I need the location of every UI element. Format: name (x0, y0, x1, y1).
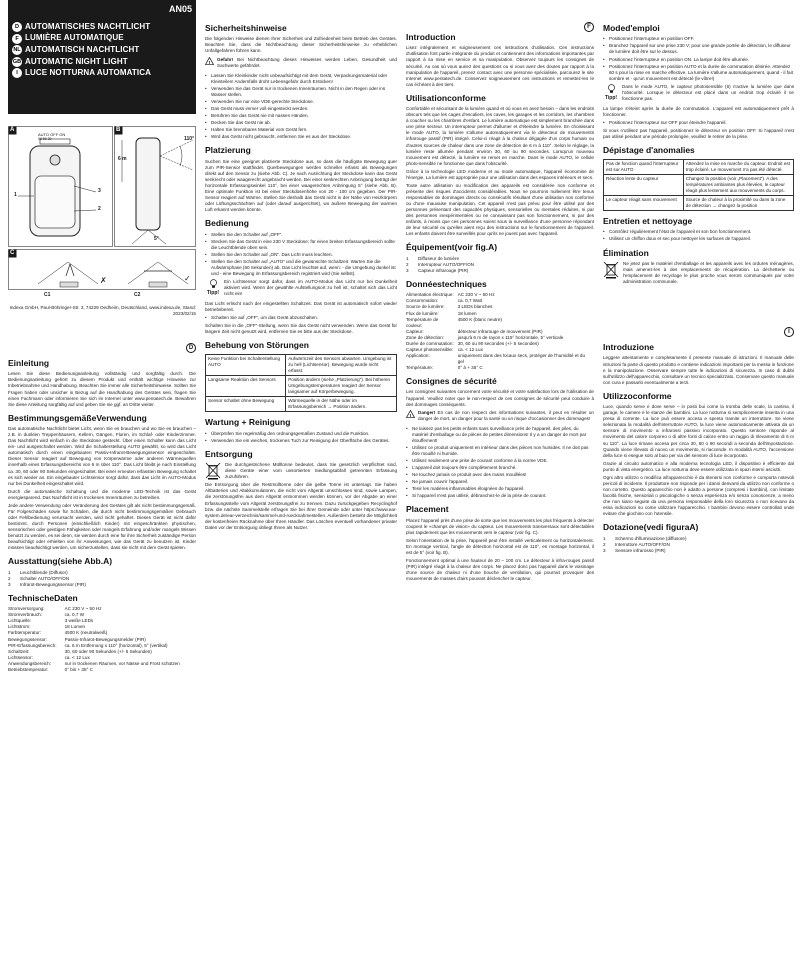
fr-securite-text: Les consignes suivantes concernent votre sécurité et votre satisfaction lors de l'utilisation de l'appareil. Veuillez noter que le non-respect de ces consignes de sécurité peut conduire à des dommages conséquents. (406, 389, 594, 407)
table-row: Keine Funktion bei Schalterstellung AUTO Aufwärmzeit des Sensors abwarten. Umgebung ist zu hell (Lichtsensor). Bewegung wurde nicht erfasst. (206, 354, 397, 375)
list-item: • Positionnez l'interrupteur en position AUTO et la durée de commutation désirée. Attendez 60 s pour la mise en marche effective. La lumière s'allume automatiquement, quand - il fait sombre et - qu'un mouvement est détecté (le vôtre!) (603, 64, 794, 82)
spec-row: Capteur photosensible: ca. < 12 Lux (406, 346, 483, 352)
de-platzierung-heading: Platzierung (205, 145, 251, 156)
list-item: • Berühren Sie das Gerät nie mit nassen Händen. (205, 113, 397, 119)
de-gefahr-box (205, 57, 397, 71)
switch-code: 96 50 30 (38, 137, 52, 141)
spec-row: Stromverbrauch: ca. 0,7 W (8, 612, 85, 618)
list-item: • Tenir les matières inflammables éloignées de l'appareil. (406, 486, 594, 492)
list-item: • L'appareil doit toujours être complètement branché. (406, 465, 594, 471)
title-row-gb (12, 57, 192, 68)
list-item: • Si l'appareil n'est pas utilisé, débranchez-le de la prise de courant. (406, 493, 594, 499)
column-4 (603, 0, 794, 957)
device-figure (8, 126, 196, 301)
fr-danger-text: En cas de non respect des informations suivantes, il peut en résulter un danger de mort, un danger pour la santé ou un risque d'occasionner des dommages! (418, 409, 594, 421)
column-3 (406, 0, 594, 957)
list-item: • Das Gerät muss immer voll eingesteckt werden. (205, 106, 397, 112)
list-item: 1 Leuchtblende (Diffusor) (8, 569, 68, 575)
list-item: • Ne laissez pas les petits enfants sans surveillance près de l'appareil, des piles, du matériel d'emballage ou de pièces de petites dimensions! Il y a un danger de mort par étouffement! (406, 426, 594, 444)
switch-label: AUTO OFF ON (38, 132, 66, 137)
de-gefahr-text: Bei Nichtbeachtung dieses Hinweises werden Leben, Gesundheit und Sachwerte gefährdet. (217, 56, 397, 68)
fig-label-a: A (10, 127, 15, 133)
fr-placement-text-3: Fonctionnement optimal à une hauteur de 20 – 100 cm. Le détecteur à infra-rouges passif (PIR) intégré réagit à la chaleur des corps. Ne placez donc pas l'appareil dans le voisinage d'une source de chaleur ni d'une bouche de ventilation, qui pourrait provoquer des mouvements de masses d'airs pouvant déclencher le capteur. (406, 558, 594, 582)
list-item: • Verwenden Sie das Gerät nur in trockenen Innenräumen. Nicht in den Regen oder ins Wasser stellen. (205, 86, 397, 98)
title-text: AUTOMATIC NIGHT LIGHT (25, 56, 128, 66)
spec-row: Durée de commutation: 30, 60 ou 90 secondes (+/- 5 secondes) (406, 340, 539, 346)
list-item: 1 Diffuseur de lumière (406, 255, 460, 261)
part-3: 3 (98, 188, 101, 194)
fr-placement-text-1: Placez l'appareil près d'une prise de sorte que les mouvements les plus fréquents à détecter coupent le «champs de vision» du capteur. Les mouvements transversaux sont détectables plus rapidement que les mouvements vers le capteur (voir fig. C). (406, 517, 594, 535)
device-side-view (136, 138, 160, 230)
de-stoerungen-heading: Behebung von Störungen (205, 340, 309, 351)
title-text: LUMIÈRE AUTOMATIQUE (25, 33, 124, 43)
de-bedienung-heading: Bedienung (205, 218, 249, 229)
fr-securite-list (406, 426, 594, 500)
fr-spec-table (406, 292, 594, 371)
fr-placement-heading: Placement (406, 504, 449, 515)
lang-badge: F (12, 34, 22, 44)
list-item: • Stecken Sie das Gerät in eine 230 V Steckdose; für einen breiten Erfassungsbereich sollte die Leuchtblende oben sein. (205, 239, 397, 251)
table-row: Le capteur réagit sans mouvement Source de chaleur à la proximité ou dans la zone de détection → changez la position (604, 195, 794, 210)
angle-110: 110° (184, 136, 195, 142)
column-2 (205, 0, 397, 957)
de-einleitung-heading: Einleitung (8, 358, 50, 368)
de-bedienung-list (205, 232, 397, 277)
de-bestimmung-heading: BestimmungsgemäßeVerwendung (8, 412, 147, 423)
lang-badge: I (12, 68, 22, 78)
title-row-nl (12, 45, 192, 56)
fr-mode-list (603, 36, 794, 81)
fig-label-b: B (116, 127, 121, 133)
list-item: 2 Schalter AUTO/OFF/ON (8, 575, 70, 581)
de-entsorgung-text-1: Die durchgestrichene Mülltonne bedeutet, dass Sie gesetzlich verpflichtet sind, diese Geräte einer vom unsortierten Siedlungsabfall getrennten Erfassung zuzuführen. (225, 462, 397, 480)
list-item: • Utilisez un chiffon doux et sec pour nettoyer les surfaces de l'appareil. (603, 236, 794, 242)
sensor-eye (50, 155, 60, 165)
fr-equipement-list (406, 256, 594, 274)
list-item: • Branchez l'appareil sur une prise 230 V; pour une grande portée de détection, le diffuseur de lumière doit être sur le dessus. (603, 43, 794, 55)
check-mark-icon: ✓ (184, 274, 191, 283)
fr-elimination-heading: Élimination (603, 247, 649, 258)
de-bestimmung-text-3: Jede andere Verwendung oder Veränderung des Gerätes gilt als nicht bestimmungsgemäß. Für Folgeschäden sowie für Schäden, die durch nicht bestimmungsgemäßen Gebrauch oder Fehlbedienung verursacht werden, wird nicht gehaftet. Dieses Gerät ist nicht dafür bestimmt, durch Personen (einschließlich Kinder) mit eingeschränkten physischen, sensorischen oder geistigen Fähigkeiten oder mangels Erfahrung und/oder mangels Wissen benutzt zu werden, es sei denn, sie werden durch eine für ihre Sicherheit zuständige Person beaufsichtigt oder erhielten von ihr Anweisungen, wie das Gerät zu benutzen ist. Kinder müssen beaufsichtigt werden, um sicherzustellen, dass sie nicht mit dem Gerät spielen. (8, 502, 196, 551)
fr-elimination-text: Ne jetez pas le matériel d'emballage et les appareils avec les ordures ménagères, mais amenez-les à des emplacements de récupération. La déchetterie ou l'emplacement de recyclage le plus proche vous seront communiqués par votre administration communale. (623, 260, 794, 285)
list-item: • Lassen Sie Kleinkinder nicht unbeaufsichtigt mit dem Gerät, Verpackungsmaterial oder Kleinteilen! Andernfalls droht Lebensgefahr durch Ersticken! (205, 73, 397, 85)
fr-utilisation-text-2: Grâce à la technologie LED moderne et au mode automatique, l'appareil économise de l'énergie. La lumière est appropriée pour une utilisation dans des espaces intérieurs et secs. (406, 168, 594, 180)
fr-tipp-box (603, 84, 794, 104)
it-badge-row (603, 327, 794, 337)
warning-triangle-icon (406, 410, 415, 418)
fr-troubleshoot-table (603, 159, 794, 211)
fr-utilisation-text-1: Confortable et sécurisant de la lumière quand et où vous en avez besoin – dans les endroits obscurs tels que les cages d'escaliers, les caves, les garages et les corridors, les chambres à coucher ou les chambres d'enfant. Le lumière automatique est simplement branchée dans une prise secteur. Un interrupteur permet d'allumer et d'éteindre la lumière. En choisissant le mode AUTO, la lumière s'allume automatiquement via le détecteur de mouvements infrarouge passif (PIR) intégré. Celui-ci réagit à la chaleur dégagée d'un corps humain ou d'autres sources de chaleur dans une zone de détection de 6 m à 110°. Selon le réglage, la lumière reste allumée pendant environ 30, 60 ou 90 secondes. Lorsqu'un nouveau mouvement est détecté, la lumière se remet en marche. Dans le mode AUTO, le cellule photo-sensible ne fonctionne que dans l'obscurité. (406, 106, 594, 166)
fr-intro-heading: Introduction (406, 32, 456, 42)
fr-tipp-text: Dans le mode AUTO, le capteur photosensible (6) n'active la lumière que dans l'obscurité. Lorsque le détecteur est placé dans un endroit trop éclairé il ne fonctionne pas. (622, 83, 794, 101)
device-diffuser (35, 176, 75, 228)
spec-row: Capteur: détecteur infrarouge de mouvement (PIR) (406, 328, 543, 334)
tipp-marker: Tipp! (603, 84, 619, 104)
part-2: 2 (98, 206, 101, 212)
fr-donnees-heading: Donnéestechniques (406, 278, 487, 289)
fr-equipement-heading: Équipement(voir fig.A) (406, 242, 498, 253)
de-tipp-box (205, 279, 397, 299)
list-item: 3 Infrarot-Bewegungssensor (PIR) (8, 581, 86, 587)
fr-danger-box (406, 410, 594, 424)
list-item: 3 Capteur infrarouge (PIR) (406, 267, 469, 273)
de-tipp-text: Ein Lichtsensor sorgt dafür, dass im AUTO-Modus das Licht nur bei Dunkelheit aktiviert wird. Wenn der gewählte Aufstellungsort zu hell ist, schaltet sich das Licht nicht ein! (224, 278, 397, 297)
spec-row: Lichtquelle: 3 weiße LEDs (8, 618, 94, 624)
de-technische-heading: TechnischeDaten (8, 592, 78, 603)
list-item: • Ne jamais couvrir l'appareil. (406, 479, 594, 485)
list-item: • Verwenden Sie nur eine VDE-gerechte Steckdose. (205, 99, 397, 105)
list-item: • Positionnez l'interrupteur sur OFF pour éteindre l'appareil. (603, 120, 794, 126)
product-code: AN05 (168, 4, 192, 14)
table-row: Langsame Reaktion des Sensors Position ändern (siehe „Platzierung“). Bei höheren Umgebungstemperaturen reagiert der Sensor langsamer auf Körperbewegung. (206, 376, 397, 397)
spec-row: Lichtsensor: ca. < 12 Lux (8, 654, 90, 660)
list-item: • Contrôlez régulièrement l'état de l'appareil et son bon fonctionnement. (603, 229, 794, 235)
spec-row: Alimentation électrique: AC 230 V ~ 50 Hz (406, 292, 495, 298)
spec-row: Température de couleur: 4500 K (blanc neutre) (406, 316, 502, 328)
list-item: • Utilisez seulement une prise de courant conforme à la norme VDE. (406, 458, 594, 464)
de-spec-table (8, 606, 196, 673)
title-row-d (12, 22, 192, 33)
fr-mode-heading: Moded'emploi (603, 23, 660, 33)
de-entsorgung-box (205, 462, 397, 482)
lightbulb-icon (607, 84, 616, 94)
title-text: AUTOMATISCH NACHTLICHT (25, 44, 140, 54)
de-gefahr-label: Gefahr! (217, 56, 234, 62)
warning-triangle-icon (205, 57, 214, 65)
height-dimension: 6 m (118, 156, 127, 162)
spec-row: Source de lumière: 3 LEDs blanches (406, 304, 493, 310)
header-banner (8, 0, 196, 114)
de-einleitung-text: Lesen Sie diese Bedienungsanleitung vollständig und sorgfältig durch. Die Bedienungsanleitung gehört zu diesem Produkt und enthält wichtige Hinweise zur Inbetriebnahme und Handhabung. Beachten Sie immer alle Sicherheitshinweise. Sollten Sie Fragen haben oder unsicher in Bezug auf die Handhabung des Gerätes sein, fragen Sie einen Fachmann oder informieren Sie sich im Internet unter www.pentatech.de. Bewahren Sie diese Anleitung sorgfältig auf und geben Sie sie ggf. an Dritte weiter. (8, 371, 196, 407)
crossed-bin-icon (205, 462, 221, 480)
lightbulb-icon (209, 279, 218, 289)
lang-badge-f: F (584, 22, 594, 32)
fr-placement-text-2: Selon l'orientation de la prise, l'appareil peut être installé verticalement ou horizontalement. En montage vertical, l'angle de détection horizontal est de 110°, en montage horizontal, il est de 5° (voir fig. B). (406, 538, 594, 556)
lang-badge-i: I (784, 327, 794, 337)
lang-badge: D (12, 22, 22, 32)
figure-panel (8, 126, 196, 301)
title-text: AUTOMATISCHES NACHTLICHT (25, 21, 151, 31)
list-item: 3 Sensore infrarosso (PIR) (603, 547, 666, 553)
spec-row: Application: uniquement dans des locaux secs, protéger de l'humidité et du gel (406, 352, 586, 364)
list-item: 2 Interruttore AUTO/OFF/ON (603, 541, 670, 547)
de-bedienung-text-3: Schalten Sie in die „OFF“-Stellung, wenn Sie das Gerät nicht verwenden. Wenn das Gerät für längere Zeit nicht genutzt wird, entfernen Sie es bitte aus der Steckdose. (205, 323, 397, 335)
title-text: LUCE NOTTURNA AUTOMATICA (25, 68, 151, 78)
spec-row: Flux de lumière: 18 lumen (406, 310, 477, 316)
part-1: 1 (14, 192, 17, 198)
list-item: • Stellen Sie den Schalter auf „ON“. Das Licht muss leuchten. (205, 252, 397, 258)
de-sicherheit-text: Die folgenden Hinweise dienen Ihrer Sicherheit und Zufriedenheit beim Betrieb des Gerätes. Beachten Sie, dass die Nichtbeachtung dieser Sicherheitshinweise zu erheblichen Unfallgefahren führen kann. (205, 36, 397, 54)
spec-row: Température: 0° à + 35° C (406, 365, 483, 371)
list-item: 2 Interrupteur AUTO/OFF/ON (406, 261, 475, 267)
svg-text:!: ! (409, 413, 412, 418)
spec-row: Bewegungssensor: Passiv-Infrarot-Bewegungsmelder (PIR) (8, 636, 146, 642)
spec-row: Consommation: ca. 0,7 Watt (406, 298, 483, 304)
manufacturer-address: Indexa GmbH, Paul-Böhringer-Str. 3, 74229 Oedheim, Deutschland, www.indexa.de, Stand: 2023/02/15 (9, 305, 196, 317)
de-troubleshoot-table (205, 354, 397, 413)
fr-securite-heading: Consignes de sécurité (406, 376, 497, 387)
fig-label-c: C (10, 250, 15, 256)
it-utilizzo-heading: Utilizzoconforme (603, 390, 672, 401)
list-item: • Verwenden Sie ein weiches, trockenes Tuch zur Reinigung der Oberfläche des Gerätes. (205, 438, 397, 444)
it-intro-heading: Introduzione (603, 342, 654, 353)
de-ausstattung-heading: Ausstattung(siehe Abb.A) (8, 556, 113, 567)
list-item: • Wird das Gerät nicht gebraucht, entfernen Sie es aus der Steckdose. (205, 134, 397, 140)
column-1 (8, 0, 196, 957)
spec-row: Schaltzeit: 30, 60 oder 90 Sekunden (+/- 5 Sekunden) (8, 648, 152, 654)
fr-mode-text-3: Si vous n'utilisez pas l'appareil, positionnez le détecteur en position OFF. Si l'appareil n'est pas utilisé pendant une période prolongée, veuillez le retirer de la prise. (603, 128, 794, 140)
fr-mode-text-2: La lampe s'éteint après la durée de commutation. L'appareil est automatiquement prêt à fonctionner. (603, 105, 794, 118)
table-row: Pas de fonction quand l'interrupteur est sur AUTO Attendez la mise en marche du capteur. Endroit est trop éclairé. Le mouvement n'a pas été détecté. (604, 159, 794, 174)
it-dotazione-heading: Dotazione(vedi figuraA) (603, 522, 699, 533)
de-platzierung-text: Suchen Sie eine geeignet platzierte Steckdose aus, so dass die häufigste Bewegung quer zum PIR-Sensor stattfindet. Querbewegungen werden schneller erfasst als Bewegungen direkt auf den Sensor zu (siehe Abb. C). Je nach Ausrichtung der Steckdose kann das Gerät senkrecht oder waagerecht angebracht werden. Bei einer senkrechten Anbringung beträgt der horizontale Erfassungswinkel 110°, bei einer waagerechten Anbringung 5° (siehe Abb. B). Eine optimale Funktion ist bei einer Steckdosenhöhe von 20 - 100 cm gegeben. Der PIR-Sensor reagiert auf Wärme. Stellen Sie deshalb das Gerät nicht in der Nähe von Heizkörpern oder Lüftungsschächten auf (oder darauf ausgerichtet), wo äußere Bewegung der warmen Luft erkannt werden könnte. (205, 158, 397, 213)
list-item: • Ne touchez jamais ce produit avec des mains mouillées! (406, 472, 594, 478)
c1-label: C1 (44, 292, 51, 298)
de-bestimmung-text-2: Durch die automatische Schaltung und die moderne LED-Technik ist das Gerät energiesparend. Das Nachtlicht ist in trockenen Innenräumen zu betreiben. (8, 488, 196, 500)
list-item: • Stellen Sie den Schalter auf „OFF“. (205, 232, 397, 238)
spec-row: Stromversorgung: AC 230 V ~ 50 Hz (8, 606, 102, 612)
language-titles (12, 22, 192, 79)
de-wartung-list (205, 431, 397, 444)
fr-danger-label: Danger! (418, 409, 436, 415)
list-item: • Utilisez ce produit uniquement en intérieur dans des pièces non humides. Il ne doit pas être mouillé ni humide. (406, 445, 594, 457)
title-row-i (12, 68, 192, 79)
spec-row: PIR-Erfassungsbereich: ca. 6 m Entfernung x 110° (horizontal), 5° (vertikal) (8, 642, 168, 648)
crossed-bin-icon (603, 261, 619, 279)
de-bedienung-list-2 (205, 315, 397, 321)
fr-mode-list-2 (603, 120, 794, 126)
it-dotazione-list (603, 536, 794, 554)
list-item: 1 Schermo d'illuminazione (diffusore) (603, 535, 687, 541)
fr-elimination-box (603, 261, 794, 287)
tipp-marker: Tipp! (205, 279, 221, 299)
list-item: • Schalten Sie auf „OFF“, um das Gerät abzuschalten. (205, 315, 397, 321)
list-item: • Halten Sie brennbares Material vom Gerät fern. (205, 127, 397, 133)
list-item: • Positionnez l'interrupteur en position OFF. (603, 36, 794, 42)
it-utilizzo-text-1: Luce, quando serve e dove serve – in posti bui come la tromba delle scale, la cantina, il garage, le camere e le stanze dei bambini. La luce notturna si semplicemente inserita in una presa di corrente. La luce può essere accesa e spenta tramite un interruttore. Se viene selezionata la modalità dell'interruttore AUTO, la luce viene automaticamente attivata da un sensore di movimento a infrarossi passivo incorporato. Questo sensore risponde al movimento del calore corporeo o di altre fonti di calore entro un raggio di rilevamento di 6 m su 110°. La luce rimane accesa per circa 30, 60 o 90 secondi a seconda dell'impostazione. Quando viene rilevato di nuovo un movimento, si riaccende. In modalità AUTO, l'accensione della luce si esegue solo al buio per via del sensore di luce incorporato. (603, 404, 794, 458)
angle-5: 5° (154, 236, 159, 242)
de-bestimmung-text-1: Das automatische Nachtlicht bietet Licht, wenn Sie es brauchen und wo Sie es brauchen – z.B. in dunklen Treppenhäusern, Kellern, Gängen, Fluren, im Schlaf- oder Kinderzimmer. Das Nachtlicht wird einfach in die Steckdose gesteckt. Über einen Schalter kann das Licht ein- und ausgeschaltet werden. Wird die Schalterstellung AUTO gewählt, so wird das Licht automatisch durch einen eingebauten Passiv-Infrarot-Bewegungssensor eingeschaltet. Dieser Sensor reagiert auf Bewegung von Körperwärme oder anderen Wärmequellen innerhalb eines Erfassungsbereichs von 6 m über 110°. Das Licht bleibt je nach Einstellung ca. 30, 60 oder 90 Sekunden eingeschaltet. Bei einer erneuten erfassten Bewegung schaltet es sich wieder an. Ein eingebauter Lichtsensor sorgt dafür, dass das Licht im AUTO-Modus nur bei Dunkelheit eingeschaltet wird. (8, 426, 196, 486)
spec-row: Betriebstemperatur: 0° bis + 35° C (8, 666, 93, 672)
title-row-f (12, 33, 192, 44)
svg-text:!: ! (208, 60, 211, 65)
fr-entretien-heading: Entretien et nettoyage (603, 216, 693, 227)
de-entsorgung-heading: Entsorgung (205, 448, 253, 459)
de-sicherheit-heading: Sicherheitshinweise (205, 23, 287, 33)
fr-intro-text: Lisez intégralement et soigneusement ces instructions d'utilisation. Ces instructions d'utilisation font partie intégrante du produit et contiennent des informations importantes par rapport à sa mise en service et sa manipulation. Observez toujours les consignes de sécurité. Au cas où vous auriez des questions ou si vous avez des doutes par rapport à la manipulation de l'appareil, prenez contact avec une personne spécialisée, parcourez le site Internet www.pentatech.de. Conservez soigneusement ces instructions et remettez-les le cas échéant à des tiers. (406, 45, 594, 87)
list-item: • Überprüfen Sie regelmäßig den ordnungsgemäßen Zustand und die Funktion. (205, 431, 397, 437)
list-item: • Decken Sie das Gerät nie ab. (205, 120, 397, 126)
de-wartung-heading: Wartung + Reinigung (205, 417, 291, 428)
it-utilizzo-text-2: Grazie al circuito automatico e alla moderna tecnologia LED, il dispositivo è efficiente dal punto di vista energetico. La luce notturna deve essere utilizzata in spazi interni asciutti. (603, 460, 794, 472)
lang-badge: GB (12, 58, 22, 65)
it-utilizzo-text-3: Ogni altro utilizzo o modifica all'apparecchio è da ritenersi non conforme e comporta notevoli pericoli di incidente. Il produttore non risponde per i danni derivanti da utilizzo non conforme o non corretto. Questo apparecchio non è adatto a persone (compresi i bambini), con limitate facoltà fisiche, sensoriali o psicologiche o senza esperienza e/o senza conoscenze, a meno che non siano seguite da una persona responsabile della loro sicurezza o non ricevano da essa indicazioni su come utilizzare l'apparecchio. I bambini devono essere controllati onde evitare che giochino con l'utensile. (603, 474, 794, 517)
it-intro-text: Leggere attentamente e completamente il presente manuale di istruzioni. Il manuale delle istruzioni fa parte di questo prodotto e contiene indicazioni importanti per la messa in funzione e la manipolazione. Osservare sempre tutte le indicazioni di sicurezza. In caso di dubbi sull'utilizzo dell'apparecchio, consultare un tecnico specializzato. Conservare questo manuale con cura e passarlo eventualmente a terzi. (603, 355, 794, 385)
spec-row: Anwendungsbereich: nur in trockenen Räumen, vor Nässe und Frost schützen (8, 660, 180, 666)
fr-utilisation-text-3: Toute autre utilisation ou modification des appareils est considérée non conforme et présente des risques d'accidents considérables. Nous ne pourrons nullement être tenus responsables de dommages directs ou consécutifs résultant d'une utilisation non conforme ou d'une mauvaise manipulation. Cet appareil n'est pas prévu pour être utilisé par des personnes présentant des capacités physiques, sensorielles ou mentales réduites, ni par des personnes inexpérimentées ou ne connaissant pas son fonctionnement, ni par des enfants, à moins que ces personnes soient sous la surveillance d'une personne répondant de leur sécurité ou qu'elles aient reçu des instructions sur le fonctionnement de l'appareil. Les enfants doivent être surveillés pour qu'ils ne jouent pas avec l'appareil. (406, 182, 594, 237)
table-row: Réaction lente du capteur Changez la position (voir „Placement“). A des températures ambiantes plus élevées, le capteur réagit plus lentement aux mouvements du corps. (604, 174, 794, 195)
list-item: • Positionnez l'interrupteur en position ON. La lampe doit être allumée. (603, 57, 794, 63)
list-item: • Stellen Sie den Schalter auf „AUTO“ und die gewünschte Schaltzeit. Warten Sie die Aufwärmphase (60 Sekunden) ab. Das Licht leuchtet auf, wenn: - die Umgebung dunkel ist und - eine Bewegung im Erfassungsbereich registriert wird (Sie selbst). (205, 259, 397, 277)
de-entsorgung-text-2: Die Entsorgung über die Restmülltonne oder die gelbe Tonne ist untersagt. Sie haben Altbatterien und Altakkumulatoren, die nicht vom Altgerät umschlossen sind, sowie Lampen, die zerstörungsfrei aus dem Altgerät entnommen werden können, vor der Abgabe an einer Erfassungsstelle vom Altgerät zerstörungsfrei zu trennen. Dazu zurückgegeben Recyclinghof bzw. die nächste Sammelstelle erfragen Sie bei Ihrer Gemeinde oder unter https://www.ear-system.de/ear-verzeichnis/sammel-und-ruecknahmestellen. Außerdem besteht die Möglichkeit der kostenfreien Rücknahme über Ihren Händler. Das Löschen eventuell vorhandener privater Daten vor der Entsorgung obliegt Ihnen als Nutzer. (205, 482, 397, 530)
de-ausstattung-list (8, 570, 196, 588)
lang-badge: NL (13, 47, 21, 54)
spec-row: Lichtstrom: 18 Lumen (8, 624, 86, 630)
fr-entretien-list (603, 229, 794, 242)
cross-mark-icon: ✗ (100, 276, 107, 285)
lang-badge-d: D (186, 343, 196, 353)
c2-label: C2 (134, 292, 141, 298)
spec-row: Farbtemperatur: 4500 K (neutralweiß) (8, 630, 108, 636)
fr-depannage-heading: Dépistage d'anomalies (603, 145, 695, 156)
de-badge-row (8, 343, 196, 353)
spec-row: Zone de détection: jusqu'à 6 m de rayon x 115° horizontale, 5° verticale (406, 334, 564, 340)
fr-utilisation-heading: Utilisationconforme (406, 92, 486, 103)
de-sicherheit-list (205, 73, 397, 141)
fr-badge-row (406, 22, 594, 32)
table-row: Sensor schaltet ohne Bewegung Wärmequelle in der Nähe oder im Erfassungsbereich → Position ändern. (206, 397, 397, 412)
de-bedienung-text-2: Das Licht erlischt nach der eingestellten Schaltzeit. Das Gerät ist automatisch sofort wieder betriebsbereit. (205, 301, 397, 313)
